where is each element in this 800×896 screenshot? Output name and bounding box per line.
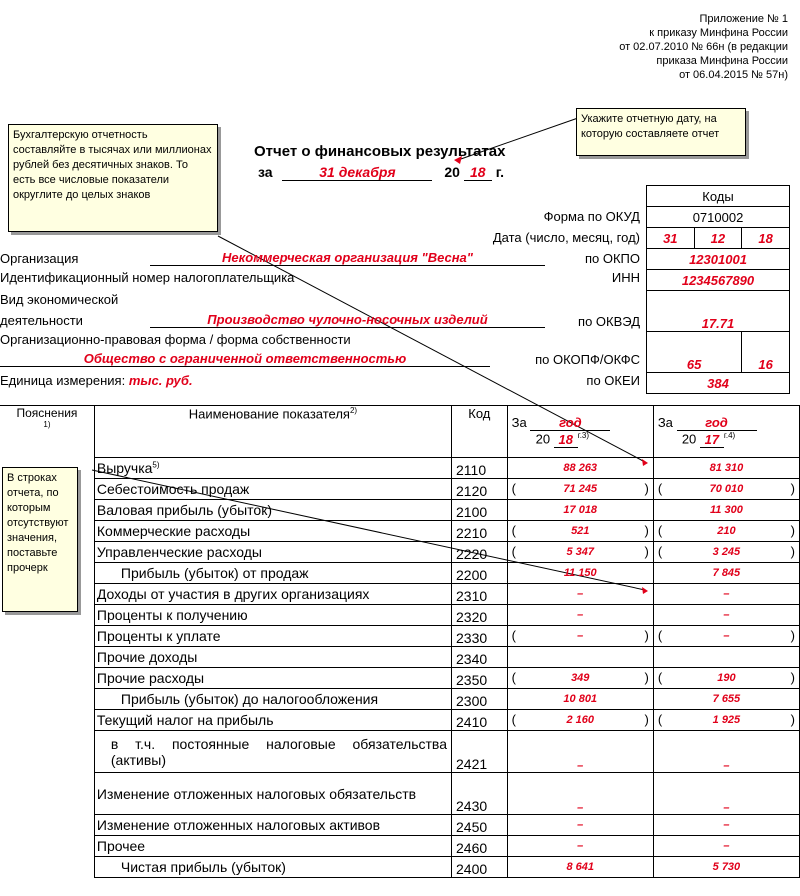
row-prev-value	[653, 584, 799, 605]
row-current-value	[507, 542, 653, 563]
appendix-line: от 06.04.2015 № 57н)	[679, 69, 788, 81]
org-value: Некоммерческая организация "Весна"	[150, 250, 545, 266]
table-row	[0, 563, 800, 584]
current-value: –	[577, 802, 584, 814]
row-name-text: Коммерческие расходы	[96, 523, 251, 539]
activity-value: Производство чулочно-носочных изделий	[150, 312, 545, 328]
row-name-text: Валовая прибыль (убыток)	[96, 502, 272, 518]
row-note	[0, 647, 94, 668]
row-name	[94, 542, 451, 563]
row-name-text: в т.ч. постоянные налоговые обязательства (активы)	[110, 735, 447, 768]
table-row	[0, 668, 800, 689]
row-name-text: Себестоимость продаж	[96, 481, 250, 497]
row-note	[0, 857, 94, 878]
row-code: 2430	[452, 773, 508, 815]
prev-value: 3 245	[712, 546, 741, 558]
paren-open: (	[511, 628, 517, 643]
col-name-header	[94, 406, 451, 458]
row-current-value	[507, 647, 653, 668]
cur-20: 20	[535, 431, 551, 447]
row-current-value	[507, 857, 653, 878]
row-note	[0, 668, 94, 689]
row-code: 2310	[452, 584, 508, 605]
paren-open: (	[511, 544, 517, 559]
row-prev-value	[653, 458, 799, 479]
paren-close: )	[790, 523, 795, 538]
current-value: 17 018	[563, 504, 598, 516]
current-value: –	[577, 630, 584, 642]
row-name	[94, 563, 451, 584]
paren-close: )	[644, 523, 649, 538]
okopf-label: по ОКОПФ/ОКФС	[535, 352, 640, 367]
appendix-line: к приказу Минфина России	[649, 27, 788, 39]
prev-value: 190	[717, 672, 736, 684]
report-year: 18	[464, 164, 492, 181]
row-prev-value	[653, 479, 799, 500]
inn-label: ИНН	[611, 270, 640, 285]
row-current-value	[507, 731, 653, 773]
current-value: 88 263	[563, 462, 598, 474]
unit-label: Единица измерения:	[0, 373, 126, 388]
row-name-text: Управленческие расходы	[96, 544, 262, 560]
row-name-text: Чистая прибыль (убыток)	[120, 859, 286, 875]
row-name-text: Прибыль (убыток) до налогообложения	[120, 691, 379, 707]
row-name	[94, 668, 451, 689]
row-name	[94, 689, 451, 710]
table-row	[0, 836, 800, 857]
row-code: 2100	[452, 500, 508, 521]
row-name	[94, 647, 451, 668]
current-value: –	[577, 819, 584, 831]
row-name	[94, 626, 451, 647]
table-row	[0, 542, 800, 563]
year-prefix: 20	[444, 164, 460, 180]
row-note	[0, 731, 94, 773]
row-name-sup: 5)	[152, 460, 160, 470]
table-row	[0, 731, 800, 773]
paren-close: )	[790, 544, 795, 559]
org-label: Организация	[0, 251, 79, 266]
table-row	[0, 500, 800, 521]
table-row	[0, 584, 800, 605]
row-current-value	[507, 836, 653, 857]
prev-value: –	[723, 819, 730, 831]
current-value: 71 245	[563, 483, 598, 495]
row-name	[94, 521, 451, 542]
row-name	[94, 479, 451, 500]
table-row	[0, 710, 800, 731]
current-value: 11 150	[563, 567, 597, 579]
current-value: –	[577, 840, 584, 852]
paren-close: )	[790, 670, 795, 685]
prev-value: –	[723, 840, 730, 852]
row-note	[0, 773, 94, 815]
row-code: 2410	[452, 710, 508, 731]
okved-code: 17.71	[647, 291, 790, 332]
row-name-text: Изменение отложенных налоговых обязательств	[96, 785, 417, 802]
prev-value: –	[723, 760, 730, 772]
paren-close: )	[644, 628, 649, 643]
row-current-value	[507, 521, 653, 542]
okfs-code: 16	[742, 332, 790, 373]
row-current-value	[507, 458, 653, 479]
table-row	[0, 815, 800, 836]
notes-header-text: Пояснения	[16, 406, 78, 420]
prev-value: 1 925	[712, 714, 741, 726]
row-prev-value	[653, 857, 799, 878]
paren-close: )	[790, 481, 795, 496]
row-code: 2460	[452, 836, 508, 857]
ownership-value: Общество с ограниченной ответственностью	[0, 351, 490, 367]
tooltip-report-date: Укажите отчетную дату, на которую составляете отчет	[576, 108, 746, 156]
prev-value: –	[723, 609, 730, 621]
row-code: 2320	[452, 605, 508, 626]
row-current-value	[507, 710, 653, 731]
row-current-value	[507, 605, 653, 626]
row-name-text: Проценты к получению	[96, 607, 248, 623]
row-code: 2330	[452, 626, 508, 647]
row-code: 2421	[452, 731, 508, 773]
report-date: 31 декабря	[282, 164, 432, 181]
activity-label-1: Вид экономической	[0, 292, 119, 307]
row-prev-value	[653, 647, 799, 668]
paren-close: )	[644, 670, 649, 685]
row-name-text: Прибыль (убыток) от продаж	[120, 565, 309, 581]
row-prev-value	[653, 815, 799, 836]
row-current-value	[507, 500, 653, 521]
table-row	[0, 773, 800, 815]
appendix-line: приказа Минфина России	[656, 55, 788, 67]
name-header-sup: 2)	[349, 406, 358, 415]
current-value: 10 801	[563, 693, 598, 705]
name-header-text: Наименование показателя	[188, 406, 350, 422]
row-code: 2210	[452, 521, 508, 542]
notes-header-sup: 1)	[43, 420, 51, 429]
row-note	[0, 836, 94, 857]
appendix-line: от 02.07.2010 № 66н (в редакции	[619, 41, 788, 53]
row-name-text: Прочие доходы	[96, 649, 198, 665]
row-current-value	[507, 689, 653, 710]
row-prev-value	[653, 563, 799, 584]
unit-row	[0, 373, 193, 388]
okei-code: 384	[647, 373, 790, 394]
date-label: Дата (число, месяц, год)	[492, 230, 640, 245]
prev-value: 210	[717, 525, 736, 537]
row-name	[94, 731, 451, 773]
okud-label: Форма по ОКУД	[543, 209, 640, 224]
prev-value: 81 310	[709, 462, 744, 474]
year-suffix: г.	[495, 164, 505, 180]
row-prev-value	[653, 500, 799, 521]
paren-open: (	[657, 670, 663, 685]
row-name-text: Текущий налог на прибыль	[96, 712, 274, 728]
row-note	[0, 815, 94, 836]
current-value: 521	[571, 525, 590, 537]
paren-close: )	[790, 628, 795, 643]
paren-open: (	[657, 712, 663, 727]
report-period	[258, 164, 504, 181]
za-label: за	[258, 164, 273, 180]
paren-close: )	[644, 712, 649, 727]
current-value: 8 641	[566, 861, 594, 873]
paren-open: (	[511, 712, 517, 727]
row-code: 2220	[452, 542, 508, 563]
table-row	[0, 857, 800, 878]
prev-value: 7 655	[712, 693, 741, 705]
row-code: 2120	[452, 479, 508, 500]
table-row	[0, 458, 800, 479]
activity-label-2: деятельности	[0, 313, 83, 328]
row-name-text: Изменение отложенных налоговых активов	[96, 817, 381, 833]
row-prev-value	[653, 626, 799, 647]
prev-value: –	[723, 802, 730, 814]
paren-open: (	[511, 670, 517, 685]
period-prev: год	[677, 415, 757, 431]
row-name	[94, 605, 451, 626]
row-name-text: Доходы от участия в других организациях	[96, 586, 370, 602]
paren-open: (	[511, 481, 517, 496]
paren-close: )	[644, 544, 649, 559]
ownership-label: Организационно-правовая форма / форма собственности	[0, 332, 351, 347]
row-code: 2110	[452, 458, 508, 479]
table-row	[0, 605, 800, 626]
row-name	[94, 773, 451, 815]
current-value: –	[577, 588, 584, 600]
cur-sup: г.3)	[577, 431, 590, 441]
current-value: –	[577, 760, 584, 772]
col-notes-header	[0, 406, 94, 458]
row-name	[94, 710, 451, 731]
col-prev-header	[653, 406, 799, 458]
report-title: Отчет о финансовых результатах	[254, 143, 506, 160]
row-name	[94, 458, 451, 479]
prev-year: 17	[700, 432, 724, 448]
prev-value: –	[723, 588, 730, 600]
codes-header: Коды	[647, 186, 790, 207]
prev-value: 70 010	[709, 483, 744, 495]
prev-value: 7 845	[712, 567, 741, 579]
row-prev-value	[653, 689, 799, 710]
row-current-value	[507, 563, 653, 584]
row-code: 2400	[452, 857, 508, 878]
row-prev-value	[653, 668, 799, 689]
col-current-header	[507, 406, 653, 458]
paren-close: )	[644, 481, 649, 496]
table-row	[0, 689, 800, 710]
unit-value: тыс. руб.	[128, 373, 193, 388]
appendix-line: Приложение № 1	[699, 13, 788, 25]
paren-close: )	[790, 712, 795, 727]
row-name-text: Прочее	[96, 838, 146, 854]
prev-sup: г.4)	[723, 431, 736, 441]
row-current-value	[507, 668, 653, 689]
row-name	[94, 584, 451, 605]
paren-open: (	[657, 523, 663, 538]
row-note	[0, 626, 94, 647]
paren-open: (	[657, 481, 663, 496]
row-prev-value	[653, 542, 799, 563]
okpo-code: 12301001	[647, 249, 790, 270]
row-name	[94, 815, 451, 836]
row-code: 2200	[452, 563, 508, 584]
current-value: 2 160	[566, 714, 594, 726]
row-name	[94, 857, 451, 878]
okpo-label: по ОКПО	[584, 251, 640, 266]
table-row	[0, 647, 800, 668]
col-code-header: Код	[452, 406, 508, 458]
inn-code: 1234567890	[647, 270, 790, 291]
row-prev-value	[653, 731, 799, 773]
row-prev-value	[653, 836, 799, 857]
current-value: 349	[571, 672, 590, 684]
okei-label: по ОКЕИ	[586, 373, 640, 388]
table-row	[0, 626, 800, 647]
prev-value: 5 730	[712, 861, 741, 873]
row-current-value	[507, 584, 653, 605]
row-prev-value	[653, 773, 799, 815]
date-year: 18	[742, 228, 790, 249]
row-note	[0, 710, 94, 731]
paren-open: (	[657, 628, 663, 643]
row-current-value	[507, 626, 653, 647]
za-prev: За	[657, 415, 673, 431]
table-row	[0, 479, 800, 500]
row-current-value	[507, 773, 653, 815]
row-note	[0, 689, 94, 710]
row-current-value	[507, 815, 653, 836]
row-code: 2300	[452, 689, 508, 710]
row-name-text: Выручка	[96, 460, 153, 476]
row-current-value	[507, 479, 653, 500]
paren-open: (	[657, 544, 663, 559]
row-code: 2340	[452, 647, 508, 668]
date-month: 12	[694, 228, 742, 249]
financial-results-table	[0, 405, 800, 878]
za-cur: За	[511, 415, 527, 431]
cur-year: 18	[554, 432, 578, 448]
row-code: 2350	[452, 668, 508, 689]
okud-code: 0710002	[647, 207, 790, 228]
row-name-text: Прочие расходы	[96, 670, 205, 686]
period-cur: год	[530, 415, 610, 431]
current-value: 5 347	[566, 546, 594, 558]
row-name	[94, 836, 451, 857]
inn-row-label: Идентификационный номер налогоплательщика	[0, 270, 295, 285]
row-prev-value	[653, 521, 799, 542]
tooltip-dash: В строках отчета, по которым отсутствуют значения, поставьте прочерк	[2, 467, 78, 612]
okopf-code: 65	[647, 332, 742, 373]
row-prev-value	[653, 710, 799, 731]
paren-open: (	[511, 523, 517, 538]
row-code: 2450	[452, 815, 508, 836]
prev-value: –	[723, 630, 730, 642]
okved-label: по ОКВЭД	[578, 314, 640, 329]
prev-20: 20	[681, 431, 697, 447]
tooltip-thousands: Бухгалтерскую отчетность составляйте в тысячах или миллионах рублей без десятичных знаков. То есть все числовые показатели округлите до целых знаков	[8, 124, 218, 232]
row-prev-value	[653, 605, 799, 626]
row-name	[94, 500, 451, 521]
codes-table	[646, 185, 790, 394]
date-day: 31	[647, 228, 695, 249]
prev-value: 11 300	[709, 504, 743, 516]
current-value: –	[577, 609, 584, 621]
table-row	[0, 521, 800, 542]
row-name-text: Проценты к уплате	[96, 628, 221, 644]
